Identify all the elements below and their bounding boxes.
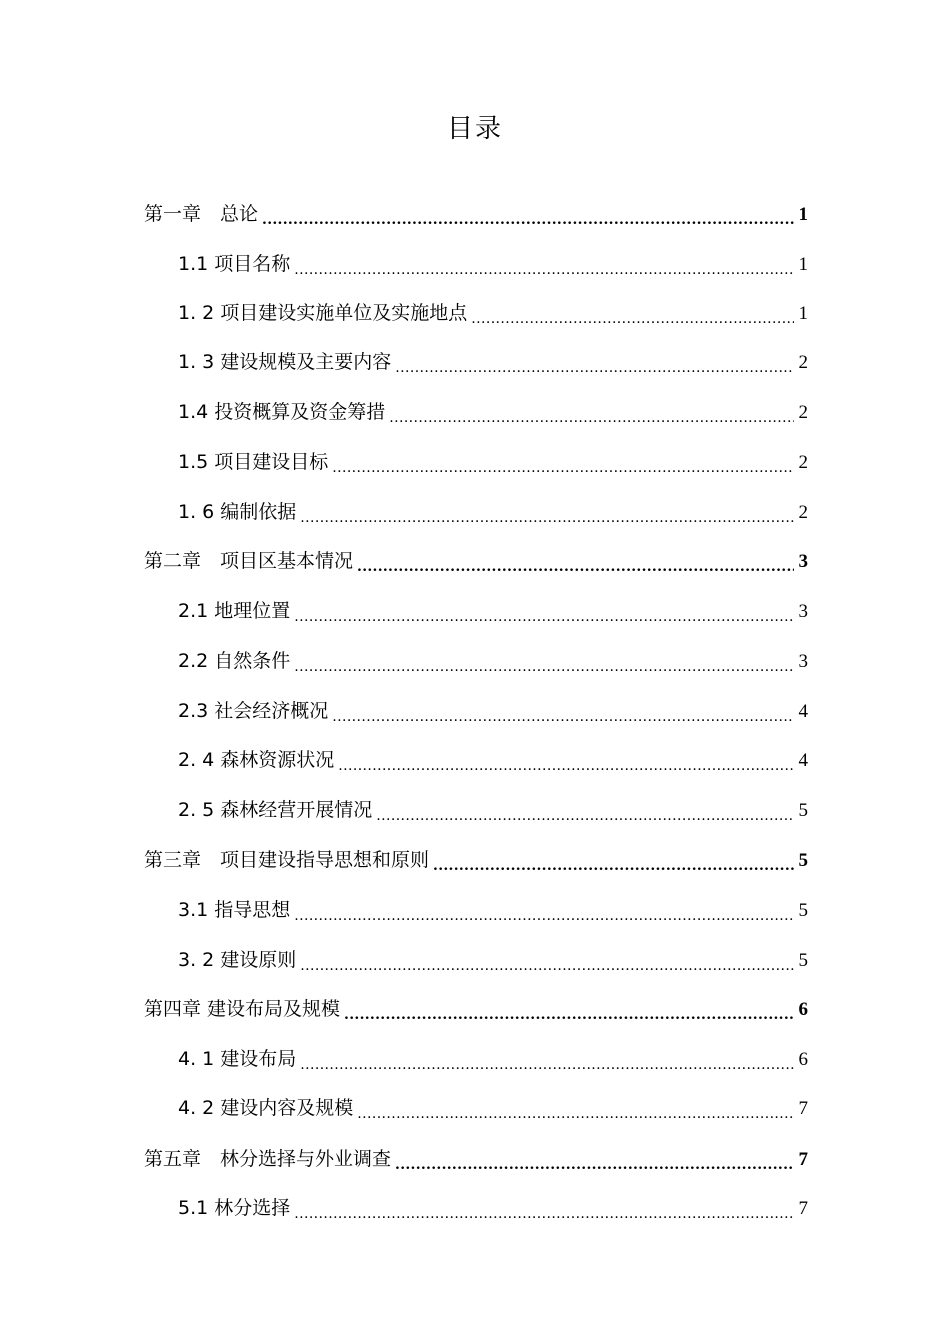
toc-page-number: 3 — [798, 551, 808, 572]
toc-page-number: 7 — [798, 1198, 808, 1219]
toc-chapter-2[interactable] — [144, 543, 808, 573]
toc-entry-text: 2.2 自然条件 — [178, 650, 291, 672]
toc-entry-text: 第一章 总论 — [144, 203, 259, 225]
toc-chapter-1[interactable] — [144, 196, 808, 226]
toc-section-1-5[interactable] — [178, 444, 808, 474]
toc-page-number: 1 — [798, 254, 808, 275]
toc-entry-text: 2.1 地理位置 — [178, 600, 291, 622]
toc-entry-text: 第二章 项目区基本情况 — [144, 550, 354, 572]
toc-section-2-5[interactable] — [178, 792, 808, 822]
toc-page-number: 3 — [798, 601, 808, 622]
toc-page-number: 7 — [798, 1149, 808, 1170]
dot-leader — [294, 653, 794, 673]
toc-section-2-3[interactable] — [178, 693, 808, 723]
toc-chapter-4[interactable] — [144, 991, 808, 1021]
toc-section-5-1[interactable] — [178, 1190, 808, 1220]
toc-entry-text: 2.3 社会经济概况 — [178, 700, 329, 722]
toc-entry-text: 第三章 项目建设指导思想和原则 — [144, 849, 430, 871]
dot-leader — [357, 553, 794, 573]
toc-section-3-2[interactable] — [178, 942, 808, 972]
dot-leader — [294, 603, 794, 623]
toc-page-number: 5 — [798, 950, 808, 971]
toc-page-number: 2 — [798, 352, 808, 373]
toc-entry-text: 1. 6 编制依据 — [178, 501, 297, 523]
dot-leader — [357, 1100, 794, 1120]
toc-page-number: 6 — [798, 1049, 808, 1070]
toc-entry-text: 3. 2 建设原则 — [178, 949, 297, 971]
toc-entry-text: 1.5 项目建设目标 — [178, 451, 329, 473]
dot-leader — [376, 802, 794, 822]
toc-entry-text: 1.4 投资概算及资金筹措 — [178, 401, 386, 423]
dot-leader — [294, 256, 794, 276]
toc-section-1-1[interactable] — [178, 246, 808, 276]
dot-leader — [294, 1200, 794, 1220]
toc-page-number: 2 — [798, 502, 808, 523]
toc-page-number: 5 — [798, 900, 808, 921]
dot-leader — [262, 206, 794, 226]
dot-leader — [300, 952, 794, 972]
dot-leader — [395, 354, 794, 374]
dot-leader — [471, 305, 794, 325]
toc-section-1-2[interactable] — [178, 295, 808, 325]
toc-entry-text: 1. 2 项目建设实施单位及实施地点 — [178, 302, 468, 324]
toc-entry-text: 4. 1 建设布局 — [178, 1048, 297, 1070]
toc-section-2-4[interactable] — [178, 742, 808, 772]
toc-page-number: 6 — [798, 999, 808, 1020]
toc-page-number: 2 — [798, 402, 808, 423]
dot-leader — [300, 1051, 794, 1071]
toc-page-number: 2 — [798, 452, 808, 473]
toc-entry-text: 2. 5 森林经营开展情况 — [178, 799, 373, 821]
dot-leader — [395, 1151, 794, 1171]
dot-leader — [344, 1001, 794, 1021]
page-title: 目录 — [446, 114, 503, 144]
toc-section-1-3[interactable] — [178, 344, 808, 374]
toc-page-number: 1 — [798, 204, 808, 225]
toc-section-1-6[interactable] — [178, 494, 808, 524]
toc-entry-text: 4. 2 建设内容及规模 — [178, 1097, 354, 1119]
toc-entry-text: 第五章 林分选择与外业调查 — [144, 1148, 392, 1170]
toc-page-number: 3 — [798, 651, 808, 672]
dot-leader — [332, 703, 794, 723]
dot-leader — [300, 504, 794, 524]
toc-section-2-1[interactable] — [178, 593, 808, 623]
toc-page-number: 7 — [798, 1098, 808, 1119]
toc-section-2-2[interactable] — [178, 643, 808, 673]
toc-chapter-5[interactable] — [144, 1141, 808, 1171]
toc-page-number: 5 — [798, 850, 808, 871]
toc-page-number: 1 — [798, 303, 808, 324]
toc-entry-text: 5.1 林分选择 — [178, 1197, 291, 1219]
dot-leader — [294, 902, 794, 922]
toc-page-number: 5 — [798, 800, 808, 821]
toc-chapter-3[interactable] — [144, 842, 808, 872]
toc-section-4-1[interactable] — [178, 1041, 808, 1071]
toc-entry-text: 1. 3 建设规模及主要内容 — [178, 351, 392, 373]
toc-entry-text: 1.1 项目名称 — [178, 253, 291, 275]
toc-page-number: 4 — [798, 701, 808, 722]
toc-page-number: 4 — [798, 750, 808, 771]
toc-entry-text: 第四章 建设布局及规模 — [144, 998, 341, 1020]
toc-entry-text: 2. 4 森林资源状况 — [178, 749, 335, 771]
dot-leader — [433, 852, 794, 872]
toc-section-3-1[interactable] — [178, 892, 808, 922]
dot-leader — [338, 752, 794, 772]
toc-section-1-4[interactable] — [178, 394, 808, 424]
dot-leader — [332, 454, 794, 474]
toc-section-4-2[interactable] — [178, 1090, 808, 1120]
dot-leader — [389, 404, 794, 424]
toc-entry-text: 3.1 指导思想 — [178, 899, 291, 921]
